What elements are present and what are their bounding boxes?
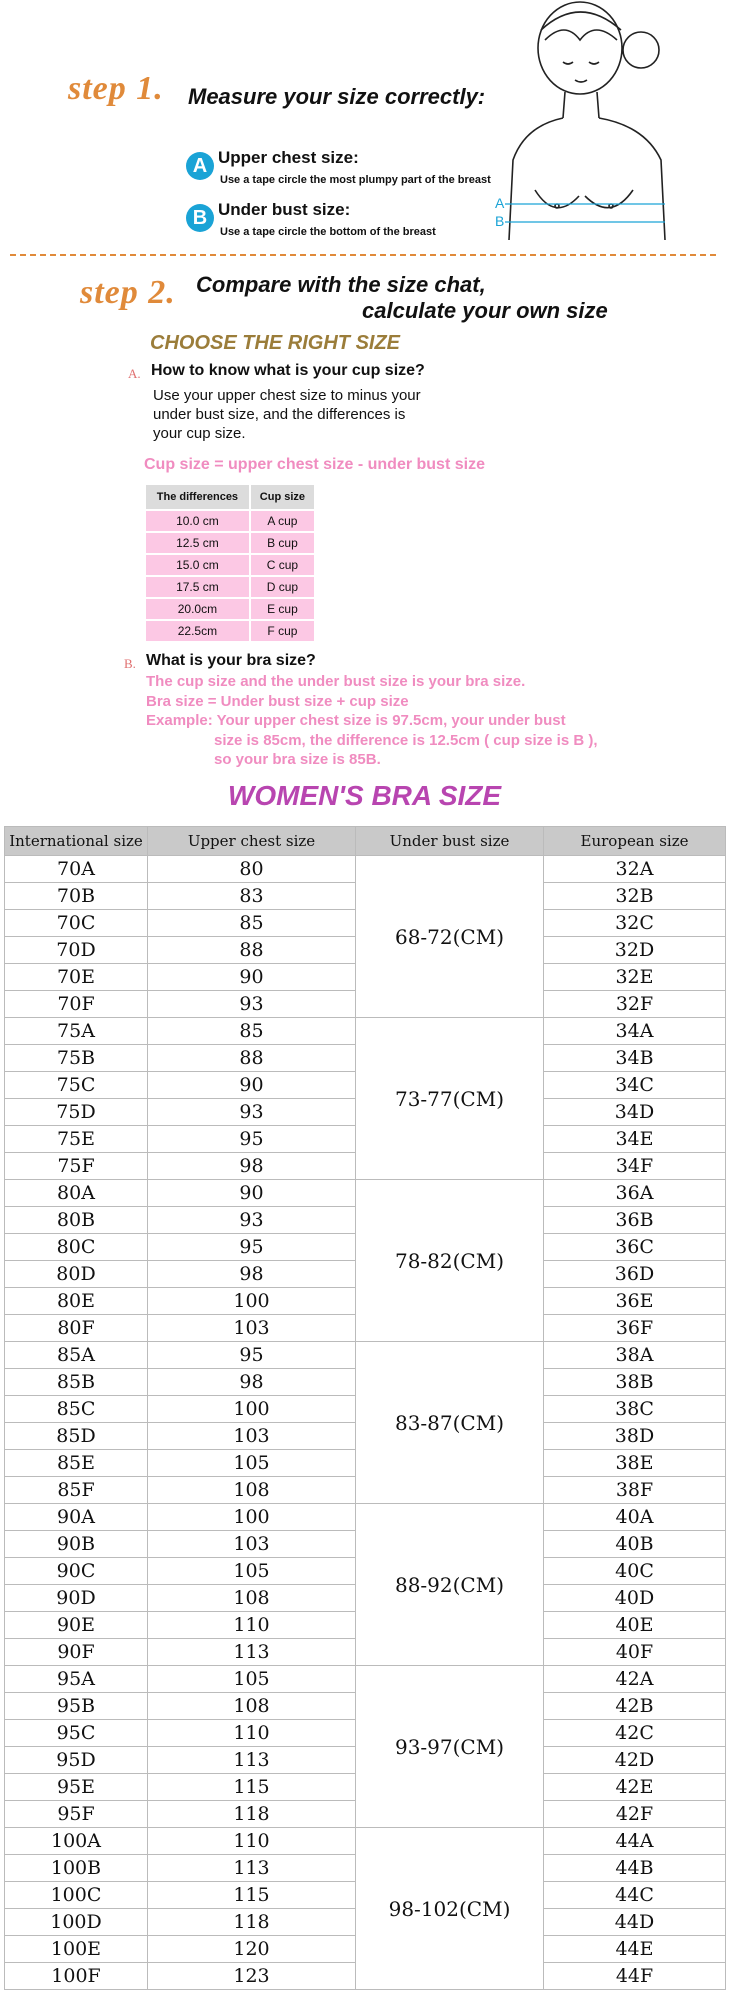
- figure-label-b: B: [495, 213, 505, 229]
- upper-chest-cell: 93: [148, 1099, 356, 1126]
- under-bust-cell: 73-77(CM): [356, 1018, 544, 1180]
- european-size-cell: 32C: [544, 910, 726, 937]
- european-size-cell: 38E: [544, 1450, 726, 1477]
- section-a-desc: [153, 386, 421, 443]
- international-size-cell: 100B: [5, 1855, 148, 1882]
- under-bust-cell: 98-102(CM): [356, 1828, 544, 1990]
- upper-chest-cell: 88: [148, 937, 356, 964]
- upper-chest-cell: 103: [148, 1531, 356, 1558]
- european-size-cell: 32F: [544, 991, 726, 1018]
- section-b-line: so your bra size is 85B.: [214, 751, 381, 768]
- size-chart-row: [5, 1180, 726, 1207]
- international-size-cell: 100F: [5, 1963, 148, 1990]
- size-chart-header: International size: [5, 827, 148, 856]
- size-chart-row: [5, 856, 726, 883]
- european-size-cell: 36E: [544, 1288, 726, 1315]
- international-size-cell: 85A: [5, 1342, 148, 1369]
- european-size-cell: 44A: [544, 1828, 726, 1855]
- step1-label: step 1.: [68, 70, 164, 107]
- upper-chest-cell: 118: [148, 1801, 356, 1828]
- european-size-cell: 38C: [544, 1396, 726, 1423]
- upper-chest-cell: 105: [148, 1666, 356, 1693]
- european-size-cell: 44E: [544, 1936, 726, 1963]
- european-size-cell: 32B: [544, 883, 726, 910]
- section-b-line: The cup size and the under bust size is your bra size.: [146, 673, 526, 690]
- european-size-cell: 34B: [544, 1045, 726, 1072]
- under-bust-cell: 88-92(CM): [356, 1504, 544, 1666]
- european-size-cell: 40C: [544, 1558, 726, 1585]
- international-size-cell: 70E: [5, 964, 148, 991]
- upper-chest-cell: 93: [148, 991, 356, 1018]
- european-size-cell: 34D: [544, 1099, 726, 1126]
- section-divider: [10, 254, 716, 256]
- section-a-desc-line: your cup size.: [153, 425, 246, 442]
- measurement-figure-illustration: [465, 0, 725, 248]
- size-chart-row: [5, 1504, 726, 1531]
- size-chart-row: [5, 1342, 726, 1369]
- upper-chest-cell: 80: [148, 856, 356, 883]
- european-size-cell: 32D: [544, 937, 726, 964]
- upper-chest-cell: 115: [148, 1882, 356, 1909]
- cup-size-table: [144, 483, 316, 643]
- international-size-cell: 75E: [5, 1126, 148, 1153]
- international-size-cell: 85D: [5, 1423, 148, 1450]
- international-size-cell: 75C: [5, 1072, 148, 1099]
- international-size-cell: 90F: [5, 1639, 148, 1666]
- international-size-cell: 85C: [5, 1396, 148, 1423]
- international-size-cell: 100C: [5, 1882, 148, 1909]
- cup-table-cell: F cup: [250, 620, 315, 642]
- cup-size-formula: Cup size = upper chest size - under bust size: [144, 456, 485, 473]
- size-chart-row: [5, 1018, 726, 1045]
- step2-heading-line2: calculate your own size: [362, 298, 608, 323]
- figure-label-a: A: [495, 195, 505, 211]
- international-size-cell: 70F: [5, 991, 148, 1018]
- international-size-cell: 80B: [5, 1207, 148, 1234]
- international-size-cell: 100D: [5, 1909, 148, 1936]
- upper-chest-cell: 108: [148, 1585, 356, 1612]
- under-bust-desc: Use a tape circle the bottom of the breast: [220, 226, 436, 238]
- step2-label: step 2.: [80, 274, 176, 311]
- european-size-cell: 44D: [544, 1909, 726, 1936]
- european-size-cell: 40D: [544, 1585, 726, 1612]
- size-chart-body: [5, 856, 726, 1990]
- upper-chest-cell: 85: [148, 910, 356, 937]
- international-size-cell: 85E: [5, 1450, 148, 1477]
- upper-chest-cell: 113: [148, 1747, 356, 1774]
- european-size-cell: 34C: [544, 1072, 726, 1099]
- upper-chest-cell: 95: [148, 1126, 356, 1153]
- international-size-cell: 95C: [5, 1720, 148, 1747]
- european-size-cell: 42F: [544, 1801, 726, 1828]
- upper-chest-cell: 95: [148, 1342, 356, 1369]
- international-size-cell: 80E: [5, 1288, 148, 1315]
- international-size-cell: 100E: [5, 1936, 148, 1963]
- size-chart-row: [5, 1828, 726, 1855]
- upper-chest-cell: 98: [148, 1261, 356, 1288]
- section-a-title: How to know what is your cup size?: [151, 362, 425, 379]
- choose-size-subtitle: CHOOSE THE RIGHT SIZE: [150, 332, 401, 354]
- international-size-cell: 75D: [5, 1099, 148, 1126]
- size-chart-row: [5, 1666, 726, 1693]
- section-b-line: size is 85cm, the difference is 12.5cm ( cup size is B ),: [214, 731, 598, 749]
- cup-table-cell: 22.5cm: [145, 620, 250, 642]
- european-size-cell: 36B: [544, 1207, 726, 1234]
- european-size-cell: 42E: [544, 1774, 726, 1801]
- size-chart-header: Upper chest size: [148, 827, 356, 856]
- european-size-cell: 40E: [544, 1612, 726, 1639]
- international-size-cell: 90E: [5, 1612, 148, 1639]
- european-size-cell: 38A: [544, 1342, 726, 1369]
- cup-table-cell: A cup: [250, 510, 315, 532]
- european-size-cell: 38F: [544, 1477, 726, 1504]
- upper-chest-cell: 98: [148, 1153, 356, 1180]
- under-bust-cell: 68-72(CM): [356, 856, 544, 1018]
- section-a-marker: A.: [128, 366, 141, 381]
- upper-chest-cell: 123: [148, 1963, 356, 1990]
- upper-chest-cell: 110: [148, 1720, 356, 1747]
- size-chart-header: Under bust size: [356, 827, 544, 856]
- international-size-cell: 100A: [5, 1828, 148, 1855]
- size-chart-table: [4, 826, 726, 1990]
- cup-table-cell: C cup: [250, 554, 315, 576]
- cup-table-cell: 15.0 cm: [145, 554, 250, 576]
- european-size-cell: 36A: [544, 1180, 726, 1207]
- international-size-cell: 95F: [5, 1801, 148, 1828]
- cup-table-cell: 10.0 cm: [145, 510, 250, 532]
- international-size-cell: 75F: [5, 1153, 148, 1180]
- upper-chest-cell: 85: [148, 1018, 356, 1045]
- european-size-cell: 44F: [544, 1963, 726, 1990]
- upper-chest-cell: 88: [148, 1045, 356, 1072]
- european-size-cell: 34A: [544, 1018, 726, 1045]
- upper-chest-cell: 95: [148, 1234, 356, 1261]
- european-size-cell: 36F: [544, 1315, 726, 1342]
- badge-a: A: [186, 152, 214, 180]
- european-size-cell: 36C: [544, 1234, 726, 1261]
- cup-table-cell: 17.5 cm: [145, 576, 250, 598]
- european-size-cell: 32E: [544, 964, 726, 991]
- upper-chest-cell: 105: [148, 1450, 356, 1477]
- international-size-cell: 90D: [5, 1585, 148, 1612]
- upper-chest-cell: 103: [148, 1315, 356, 1342]
- european-size-cell: 42C: [544, 1720, 726, 1747]
- size-chart-header: European size: [544, 827, 726, 856]
- badge-b: B: [186, 204, 214, 232]
- european-size-cell: 42B: [544, 1693, 726, 1720]
- upper-chest-cell: 118: [148, 1909, 356, 1936]
- section-b-text: [146, 672, 598, 770]
- european-size-cell: 40B: [544, 1531, 726, 1558]
- step2-heading-line1: Compare with the size chat,: [196, 272, 486, 297]
- section-b-title: What is your bra size?: [146, 652, 316, 669]
- upper-chest-cell: 120: [148, 1936, 356, 1963]
- upper-chest-cell: 113: [148, 1639, 356, 1666]
- upper-chest-cell: 115: [148, 1774, 356, 1801]
- international-size-cell: 85F: [5, 1477, 148, 1504]
- section-b-line: Bra size = Under bust size + cup size: [146, 692, 409, 710]
- international-size-cell: 70C: [5, 910, 148, 937]
- upper-chest-desc: Use a tape circle the most plumpy part of the breast: [220, 174, 491, 186]
- european-size-cell: 40A: [544, 1504, 726, 1531]
- european-size-cell: 36D: [544, 1261, 726, 1288]
- international-size-cell: 90B: [5, 1531, 148, 1558]
- international-size-cell: 95D: [5, 1747, 148, 1774]
- step1-heading: Measure your size correctly:: [188, 84, 486, 109]
- european-size-cell: 34E: [544, 1126, 726, 1153]
- under-bust-cell: 93-97(CM): [356, 1666, 544, 1828]
- upper-chest-cell: 100: [148, 1396, 356, 1423]
- european-size-cell: 32A: [544, 856, 726, 883]
- cup-table-header: Cup size: [250, 484, 315, 510]
- cup-table-cell: E cup: [250, 598, 315, 620]
- under-bust-cell: 83-87(CM): [356, 1342, 544, 1504]
- upper-chest-cell: 90: [148, 1072, 356, 1099]
- international-size-cell: 80F: [5, 1315, 148, 1342]
- international-size-cell: 75B: [5, 1045, 148, 1072]
- european-size-cell: 40F: [544, 1639, 726, 1666]
- international-size-cell: 70A: [5, 856, 148, 883]
- european-size-cell: 44B: [544, 1855, 726, 1882]
- upper-chest-title: Upper chest size:: [218, 148, 359, 167]
- international-size-cell: 90C: [5, 1558, 148, 1585]
- size-chart-title: WOMEN'S BRA SIZE: [227, 780, 502, 811]
- upper-chest-cell: 108: [148, 1477, 356, 1504]
- cup-table-cell: 12.5 cm: [145, 532, 250, 554]
- international-size-cell: 75A: [5, 1018, 148, 1045]
- european-size-cell: 42D: [544, 1747, 726, 1774]
- european-size-cell: 38D: [544, 1423, 726, 1450]
- upper-chest-cell: 110: [148, 1828, 356, 1855]
- upper-chest-cell: 98: [148, 1369, 356, 1396]
- section-b-marker: B.: [124, 656, 136, 671]
- upper-chest-cell: 108: [148, 1693, 356, 1720]
- upper-chest-cell: 100: [148, 1504, 356, 1531]
- upper-chest-cell: 105: [148, 1558, 356, 1585]
- section-a-desc-line: under bust size, and the differences is: [153, 406, 406, 423]
- upper-chest-cell: 90: [148, 1180, 356, 1207]
- international-size-cell: 90A: [5, 1504, 148, 1531]
- section-a-desc-line: Use your upper chest size to minus your: [153, 387, 421, 404]
- upper-chest-cell: 113: [148, 1855, 356, 1882]
- section-b-line: Example: Your upper chest size is 97.5cm, your under bust: [146, 712, 566, 729]
- upper-chest-cell: 110: [148, 1612, 356, 1639]
- upper-chest-cell: 93: [148, 1207, 356, 1234]
- upper-chest-cell: 90: [148, 964, 356, 991]
- international-size-cell: 80C: [5, 1234, 148, 1261]
- european-size-cell: 38B: [544, 1369, 726, 1396]
- international-size-cell: 70D: [5, 937, 148, 964]
- under-bust-title: Under bust size:: [218, 200, 351, 219]
- international-size-cell: 95A: [5, 1666, 148, 1693]
- upper-chest-cell: 83: [148, 883, 356, 910]
- cup-table-cell: D cup: [250, 576, 315, 598]
- under-bust-cell: 78-82(CM): [356, 1180, 544, 1342]
- international-size-cell: 95B: [5, 1693, 148, 1720]
- upper-chest-cell: 103: [148, 1423, 356, 1450]
- european-size-cell: 34F: [544, 1153, 726, 1180]
- cup-table-cell: B cup: [250, 532, 315, 554]
- international-size-cell: 95E: [5, 1774, 148, 1801]
- european-size-cell: 42A: [544, 1666, 726, 1693]
- international-size-cell: 70B: [5, 883, 148, 910]
- cup-table-header: The differences: [145, 484, 250, 510]
- international-size-cell: 80D: [5, 1261, 148, 1288]
- upper-chest-cell: 100: [148, 1288, 356, 1315]
- international-size-cell: 80A: [5, 1180, 148, 1207]
- international-size-cell: 85B: [5, 1369, 148, 1396]
- cup-table-cell: 20.0cm: [145, 598, 250, 620]
- european-size-cell: 44C: [544, 1882, 726, 1909]
